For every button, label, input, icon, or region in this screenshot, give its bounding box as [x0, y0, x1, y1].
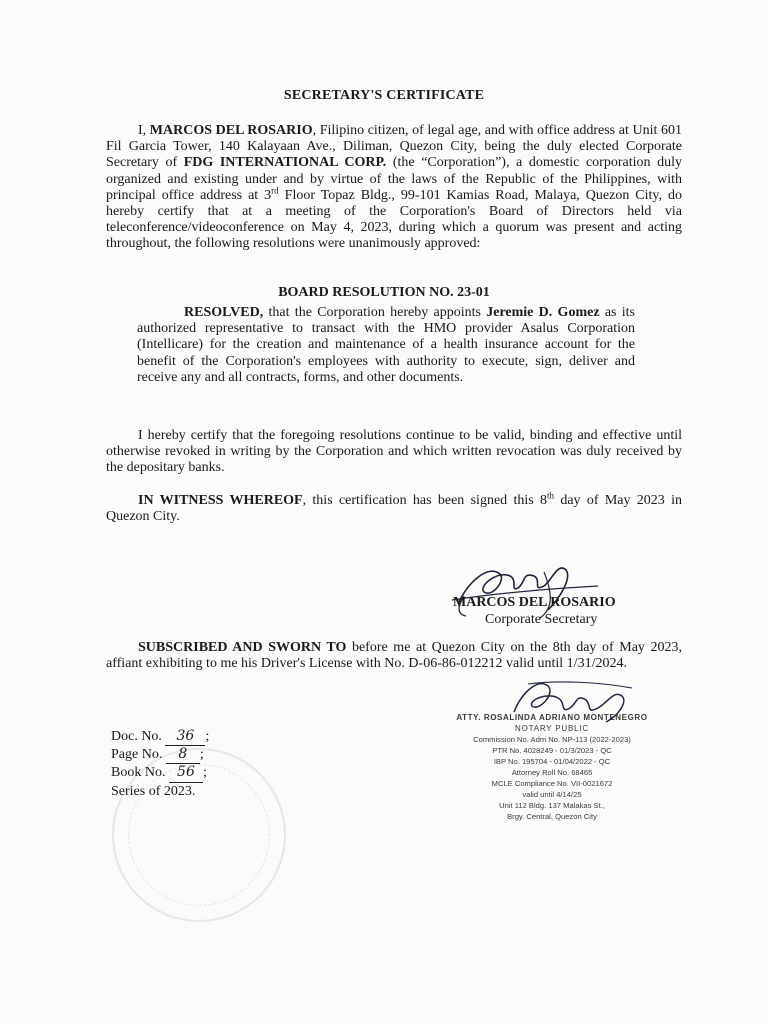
- resolution-heading: BOARD RESOLUTION NO. 23-01: [278, 285, 490, 300]
- intro-paragraph: [106, 123, 682, 253]
- intro-text-3: (the “Corporation”), a domestic corporation duly organized and existing under and by virtue of the laws of the Republic of the Philippines, with principal office address at 3: [106, 155, 682, 203]
- representative-name: Jeremie D. Gomez: [486, 305, 600, 320]
- resolution-paragraph: [137, 305, 635, 386]
- signatory-name: MARCOS DEL ROSARIO: [453, 595, 616, 610]
- notary-line: Attorney Roll No. 68465: [511, 768, 593, 777]
- page-number-label: Page No.: [111, 747, 163, 763]
- jurat-paragraph: [106, 640, 682, 672]
- doc-number-row: Doc. No. 36 ;: [111, 728, 209, 746]
- notary-signature: [508, 672, 648, 732]
- page-number-value: 8: [166, 746, 200, 764]
- notary-line: PTR No. 4028249 - 01/3/2023 - QC: [492, 746, 612, 755]
- page-number-row: Page No. 8 ;: [111, 746, 209, 764]
- notary-title: NOTARY PUBLIC: [515, 724, 589, 733]
- notary-line: Commission No. Adm No. NP-113 (2022-2023): [473, 735, 631, 744]
- resolved-text-2: as its authorized representative to transact with the HMO provider Asalus Corporation (Intellicare) for the creation and maintenance of a health insurance account for the benefit of the Corporation's employees with authority to execute, sign, deliver and receive any and all contracts, forms, and other documents.: [137, 305, 635, 385]
- witness-text-1: , this certification has been signed this 8: [302, 493, 547, 508]
- witness-text-2: day of May 2023 in Quezon City.: [106, 493, 682, 525]
- notary-line: Brgy. Central, Quezon City: [507, 812, 597, 821]
- book-number-row: Book No. 56 ;: [111, 764, 209, 782]
- signatory-title: Corporate Secretary: [485, 612, 598, 627]
- intro-superscript: rd: [271, 185, 279, 196]
- witness-lead: IN WITNESS WHEREOF: [138, 493, 303, 508]
- book-number-label: Book No.: [111, 765, 166, 781]
- signature-block: [453, 594, 673, 628]
- corporation-name: FDG INTERNATIONAL CORP.: [183, 155, 387, 171]
- series-row: Series of 2023.: [111, 783, 196, 799]
- doc-number-value: 36: [165, 728, 205, 746]
- jurat-lead: SUBSCRIBED AND SWORN TO: [138, 640, 347, 655]
- notary-name: ATTY. ROSALINDA ADRIANO MONTENEGRO: [456, 713, 648, 722]
- witness-paragraph: [106, 490, 682, 525]
- secretary-name: MARCOS DEL ROSARIO: [149, 123, 313, 138]
- resolved-lead: RESOLVED,: [184, 305, 264, 320]
- intro-text-1: I,: [138, 123, 150, 138]
- witness-superscript: th: [547, 490, 555, 501]
- notary-line: MCLE Compliance No. VII-0021672: [491, 779, 613, 788]
- notary-line: valid until 4/14/25: [522, 790, 582, 799]
- notarial-register: [111, 728, 209, 800]
- intro-text-4: Floor Topaz Bldg., 99-101 Kamias Road, Malaya, Quezon City, do hereby certify that at a meeting of the Corporation's Board of Directors held via teleconference/videoconference on May 4, 2023, during which a quorum was present and acting throughout, the following resolutions were unanimously approved:: [106, 187, 682, 252]
- notary-line: IBP No. 195704 - 01/04/2022 - QC: [493, 757, 611, 766]
- certificate-title: SECRETARY'S CERTIFICATE: [283, 88, 485, 103]
- doc-number-label: Doc. No.: [111, 729, 162, 744]
- resolution-indent: [137, 305, 184, 320]
- resolved-text-1: that the Corporation hereby appoints: [263, 305, 487, 320]
- notary-line: Unit 112 Bldg. 137 Malakas St.,: [499, 801, 605, 810]
- certify-paragraph: I hereby certify that the foregoing resolutions continue to be valid, binding and effective until otherwise revoked in writing by the Corporation and which written revocation was duly received by the depositary banks.: [106, 428, 682, 476]
- intro-text-2: , Filipino citizen, of legal age, and with office address at Unit 601 Fil Garcia Tower, 140 Kalayaan Ave., Diliman, Quezon City, being the duly elected Corporate Secretary of: [106, 123, 682, 171]
- book-number-value: 56: [169, 764, 203, 782]
- jurat-text: before me at Quezon City on the 8th day of May 2023, affiant exhibiting to me his Driver's License with No. D-06-86-012212 valid until 1/31/2024.: [106, 640, 682, 672]
